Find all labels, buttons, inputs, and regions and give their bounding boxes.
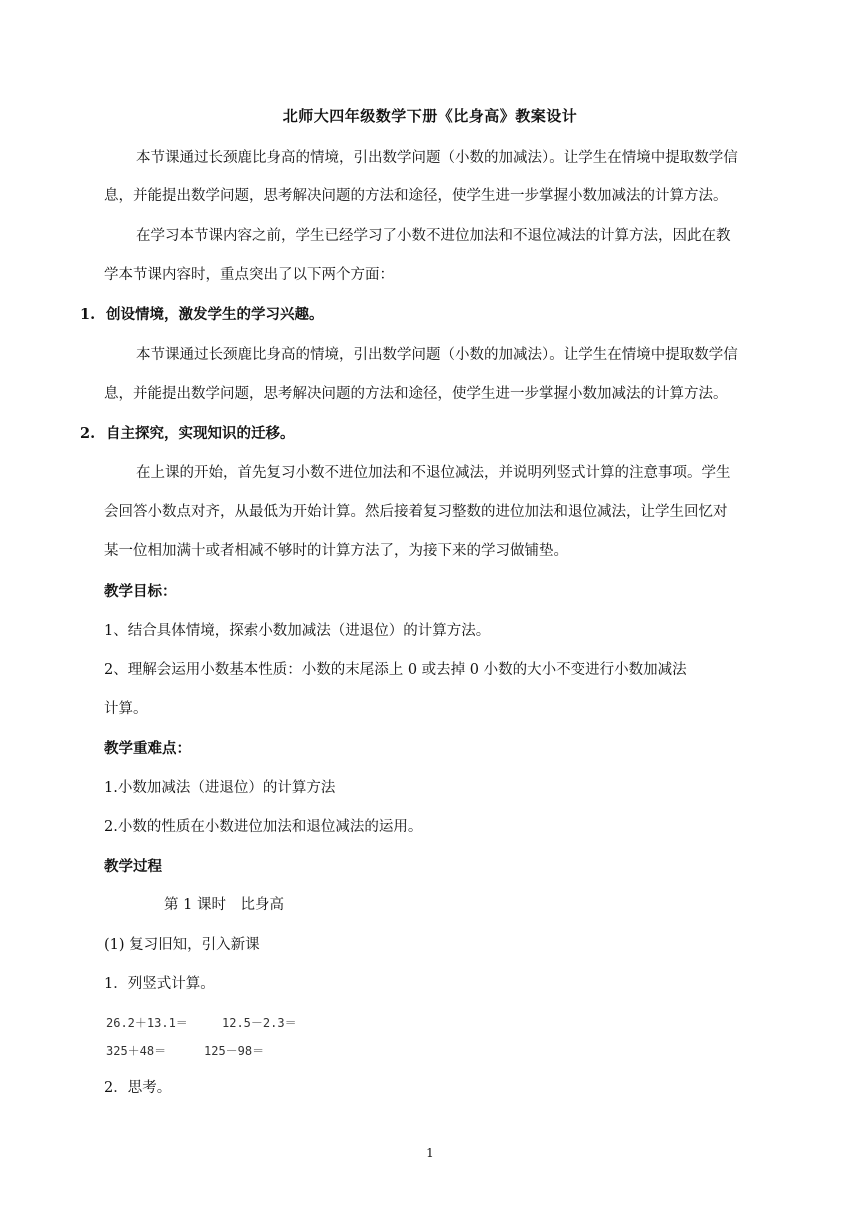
section-2-title: 自主探究，实现知识的迁移。 [106, 425, 295, 442]
section-1-title: 创设情境，激发学生的学习兴趣。 [106, 306, 324, 323]
section-2-line-2: 会回答小数点对齐，从最低为开始计算。然后接着复习整数的进位加法和退位减法，让学生回忆对 [104, 504, 728, 520]
keypoint-1: 1.小数加减法（进退位）的计算方法 [104, 780, 336, 796]
calc-problem-3: 325＋48＝ [106, 1044, 167, 1058]
goals-heading: 教学目标： [104, 583, 177, 600]
page-number: 1 [426, 1146, 434, 1160]
calc-problem-2: 12.5－2.3＝ [222, 1016, 297, 1030]
section-2-line-3: 某一位相加满十或者相减不够时的计算方法了，为接下来的学习做铺垫。 [104, 543, 568, 559]
section-1-number: 1. [80, 306, 96, 323]
goal-1: 1、结合具体情境，探索小数加减法（进退位）的计算方法。 [104, 623, 491, 639]
goal-2-continuation: 计算。 [104, 701, 148, 717]
process-heading: 教学过程 [104, 858, 162, 875]
goal-2: 2、理解会运用小数基本性质：小数的末尾添上 0 或去掉 0 小数的大小不变进行小数加减法 [104, 662, 687, 678]
intro-paragraph-1-line-2: 息，并能提出数学问题，思考解决问题的方法和途径，使学生进一步掌握小数加减法的计算方法。 [104, 188, 728, 204]
intro-paragraph-2-line-1: 在学习本节课内容之前，学生已经学习了小数不进位加法和不退位减法的计算方法，因此在教 [136, 228, 731, 244]
section-2-line-1: 在上课的开始，首先复习小数不进位加法和不退位减法，并说明列竖式计算的注意事项。学生 [136, 465, 731, 481]
keypoint-2: 2.小数的性质在小数进位加法和退位减法的运用。 [104, 819, 423, 835]
keypoints-heading: 教学重难点： [104, 740, 191, 757]
item-2-think: 2．思考。 [104, 1080, 172, 1096]
step-1-heading: (1) 复习旧知，引入新课 [104, 937, 260, 953]
section-1-line-2: 息，并能提出数学问题，思考解决问题的方法和途径，使学生进一步掌握小数加减法的计算方法。 [104, 386, 728, 402]
lesson-title: 第 1 课时 比身高 [164, 897, 284, 913]
section-1-heading [80, 303, 324, 324]
intro-paragraph-1-line-1: 本节课通过长颈鹿比身高的情境，引出数学问题（小数的加减法）。让学生在情境中提取数学信 [136, 150, 738, 166]
item-1-vertical-calculation: 1．列竖式计算。 [104, 976, 215, 992]
section-2-number: 2. [80, 425, 96, 442]
calc-problem-4: 125－98＝ [204, 1044, 265, 1058]
intro-paragraph-2-line-2: 学本节课内容时，重点突出了以下两个方面： [104, 267, 394, 283]
document-title: 北师大四年级数学下册《比身高》教案设计 [282, 107, 578, 125]
calc-problem-1: 26.2＋13.1＝ [106, 1016, 188, 1030]
section-2-heading [80, 422, 295, 443]
section-1-line-1: 本节课通过长颈鹿比身高的情境，引出数学问题（小数的加减法）。让学生在情境中提取数学信 [136, 347, 738, 363]
